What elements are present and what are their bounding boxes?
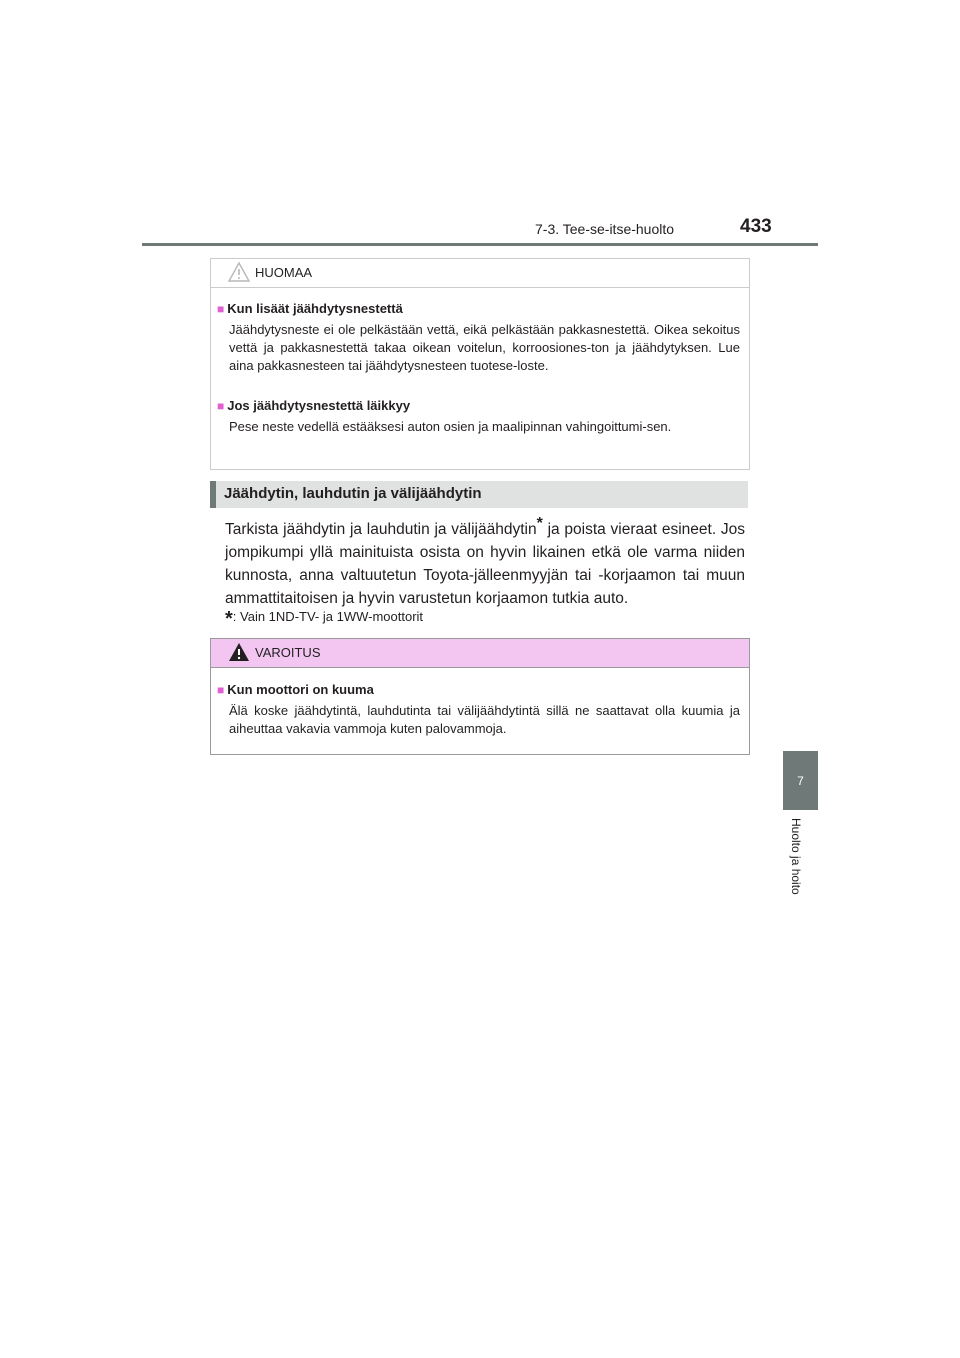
chapter-tab [783, 751, 818, 810]
warning-header [211, 639, 749, 668]
caution-outline-icon [227, 261, 251, 288]
square-bullet-icon: ■ [217, 399, 225, 413]
section-heading-bar [210, 481, 748, 508]
footnote-marker: * [536, 515, 543, 532]
notice-item-title: ■ Kun lisäät jäähdytysnestettä [217, 301, 403, 316]
header-divider [142, 243, 818, 246]
footnote-star: * [225, 608, 233, 630]
warning-item-body: Älä koske jäähdytintä, lauhdutinta tai välijäähdytintä sillä ne saattavat olla kuumia ja aiheuttaa vakavia vammoja kuten palovammoja. [229, 703, 740, 736]
square-bullet-icon: ■ [217, 302, 225, 316]
header-section-title: 7-3. Tee-se-itse-huolto [535, 221, 675, 237]
page-number: 433 [740, 216, 772, 237]
chapter-label: Huolto ja hoito [789, 818, 803, 895]
warning-triangle-icon [227, 641, 251, 668]
section-accent [210, 481, 216, 508]
section-body: Tarkista jäähdytin ja lauhdutin ja välijäähdytin* ja poista vieraat esineet. Jos jompikumpi yllä mainituista osista on hyvin likainen etkä ole varma niiden kunnosta, anna valtuutetun Toyota-jälleenmyyjän tai -korjaamon tai muun ammattitaitoisen ja hyvin varustetun korjaamon tutkia auto. [225, 515, 746, 608]
warning-box [210, 638, 750, 755]
notice-header [211, 259, 749, 288]
square-bullet-icon: ■ [217, 683, 225, 697]
notice-item-body: Pese neste vedellä estääksesi auton osien ja maalipinnan vahingoittumi-sen. [229, 419, 672, 434]
warning-title: VAROITUS [255, 645, 321, 660]
chapter-number: 7 [797, 773, 804, 788]
notice-box [210, 258, 750, 470]
notice-item-body: Jäähdytysneste ei ole pelkästään vettä, eikä pelkästään pakkasnestettä. Oikea sekoitus vettä ja pakkasnestettä takaa oikean voitelun, korroosiones-ton ja jäähdytyksen. Lue aina pakkasnesteen tai jäähdytysnesteen tuotese-loste. [229, 322, 740, 373]
notice-item-title: ■ Jos jäähdytysnestettä läikkyy [217, 398, 411, 413]
warning-item-title: ■ Kun moottori on kuuma [217, 682, 374, 697]
notice-title: HUOMAA [255, 265, 313, 280]
footnote: *: Vain 1ND-TV- ja 1WW-moottorit [225, 608, 424, 630]
section-title: Jäähdytin, lauhdutin ja välijäähdytin [224, 485, 482, 502]
